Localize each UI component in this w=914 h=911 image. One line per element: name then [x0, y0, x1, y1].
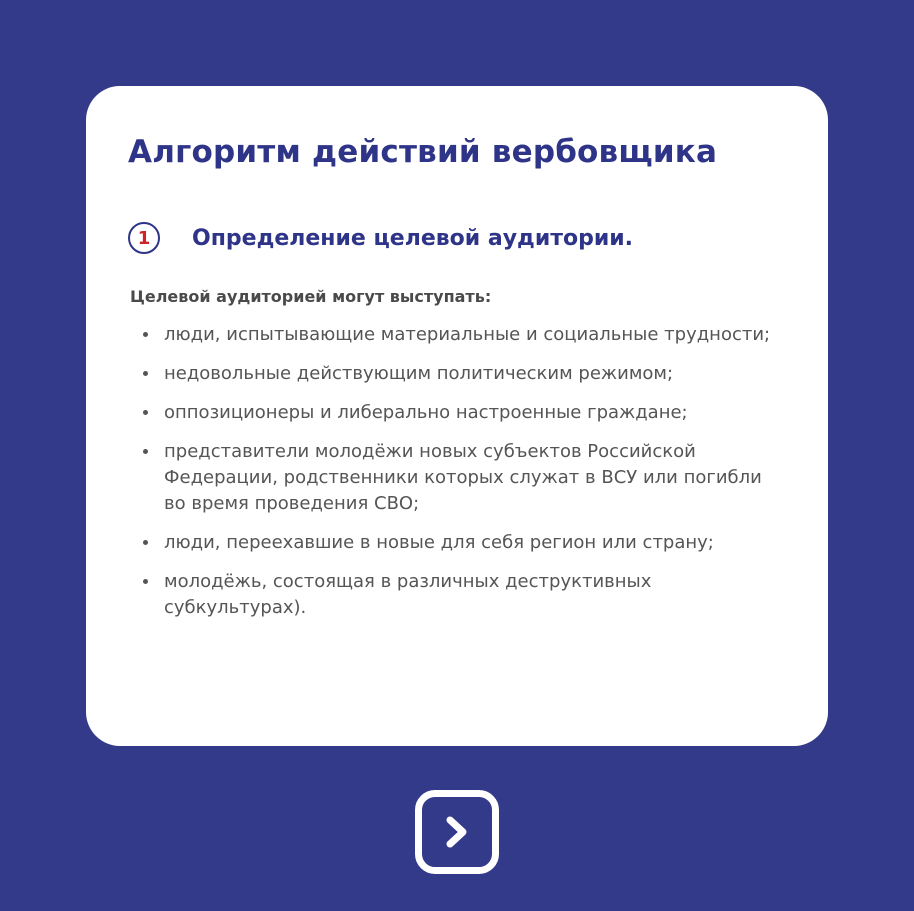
- page-title: Алгоритм действий вербовщика: [128, 134, 718, 170]
- step-header: [128, 222, 633, 254]
- list-item: недовольные действующим политическим режимом;: [140, 361, 780, 387]
- chevron-right-icon: [443, 814, 471, 850]
- content-card: [86, 86, 828, 746]
- list-item: молодёжь, состоящая в различных деструктивных субкультурах).: [140, 569, 780, 621]
- list-item: люди, испытывающие материальные и социальные трудности;: [140, 322, 780, 348]
- list-item: оппозиционеры и либерально настроенные граждане;: [140, 400, 780, 426]
- next-button[interactable]: [415, 790, 499, 874]
- audience-list: [140, 322, 780, 634]
- list-item: люди, переехавшие в новые для себя регион или страну;: [140, 530, 780, 556]
- list-item: представители молодёжи новых субъектов Российской Федерации, родственники которых служат в ВСУ или погибли во время проведения СВО;: [140, 439, 780, 517]
- step-number-badge: 1: [128, 222, 160, 254]
- step-title: Определение целевой аудитории.: [192, 225, 634, 251]
- intro-text: Целевой аудиторией могут выступать:: [130, 287, 492, 306]
